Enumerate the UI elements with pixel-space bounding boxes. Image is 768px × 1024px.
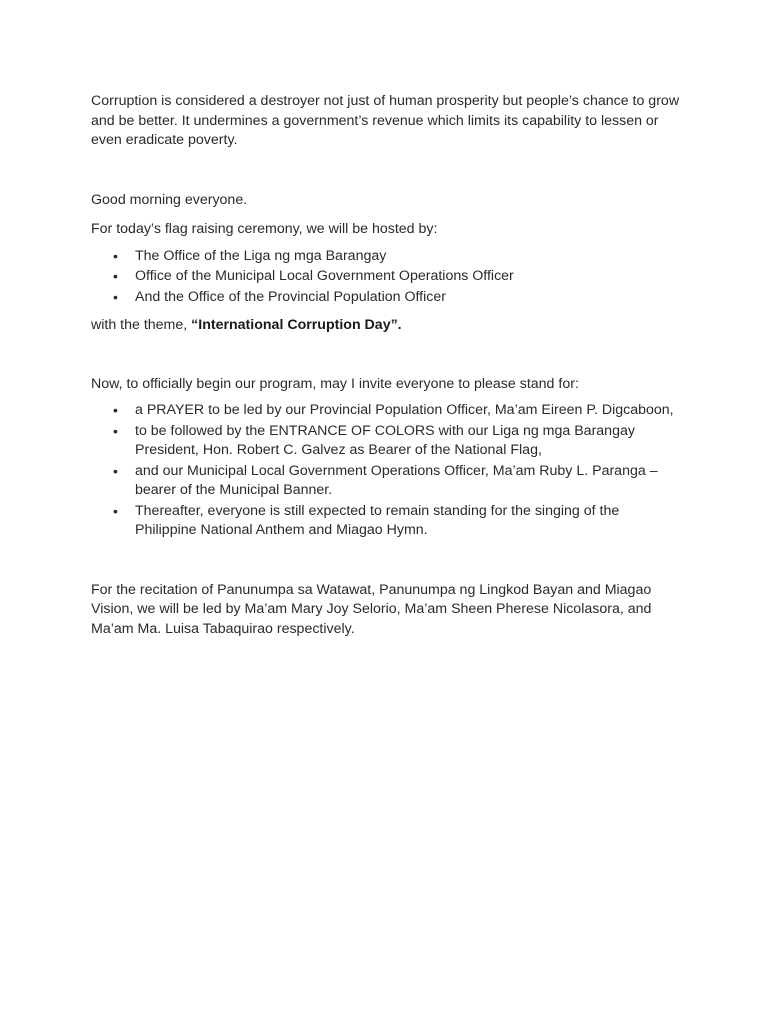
hosts-list-item: • And the Office of the Provincial Population Officer: [135, 288, 681, 308]
intro-paragraph: Corruption is considered a destroyer not just of human prosperity but people’s chance to grow and be better. It undermines a government’s revenue which limits its capability to lessen or even eradicate poverty.: [91, 93, 680, 148]
hosts-list: [91, 247, 681, 308]
hosts-list-item: • The Office of the Liga ng mga Barangay: [135, 247, 681, 267]
greeting-paragraph: Good morning everyone.: [91, 191, 248, 208]
program-list-item: • to be followed by the ENTRANCE OF COLORS with our Liga ng mga Barangay President, Hon. Robert C. Galvez as Bearer of the National Flag,: [135, 422, 681, 461]
closing-paragraph: For the recitation of Panunumpa sa Watawat, Panunumpa ng Lingkod Bayan and Miagao Vision, we will be led by Ma’am Mary Joy Selorio, Ma’am Sheen Pherese Nicolasora, and Ma’am Ma. Luisa Tabaquirao respectively.: [91, 581, 652, 637]
theme-paragraph: [91, 316, 681, 336]
begin-intro-paragraph: Now, to officially begin our program, may I invite everyone to please stand for:: [91, 375, 579, 392]
theme-name: “International Corruption Day”.: [191, 317, 402, 333]
hosts-list-item: • Office of the Municipal Local Government Operations Officer: [135, 267, 681, 287]
program-list: [91, 401, 681, 541]
program-list-item: • and our Municipal Local Government Operations Officer, Ma’am Ruby L. Paranga – bearer of the Municipal Banner.: [135, 462, 681, 501]
program-list-item: • Thereafter, everyone is still expected to remain standing for the singing of the Philippine National Anthem and Miagao Hymn.: [135, 502, 681, 541]
hosted-intro-paragraph: For today’s flag raising ceremony, we will be hosted by:: [91, 221, 438, 237]
theme-prefix: with the theme,: [91, 317, 192, 333]
program-list-item: • a PRAYER to be led by our Provincial Population Officer, Ma’am Eireen P. Digcaboon,: [135, 401, 681, 421]
document-page: [91, 92, 681, 639]
